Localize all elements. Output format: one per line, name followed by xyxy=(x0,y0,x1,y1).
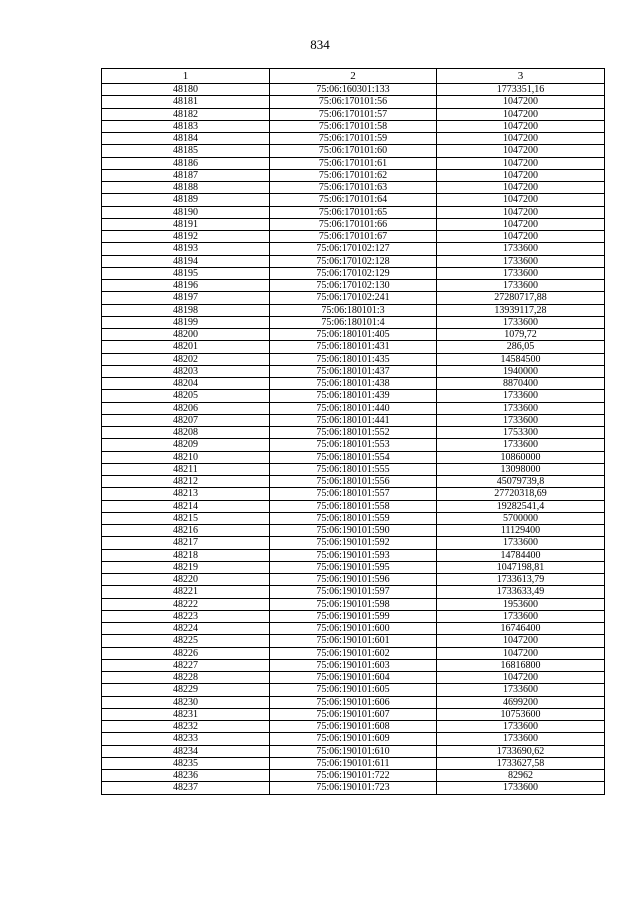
row-number-cell: 48214 xyxy=(102,500,270,512)
cadastral-number-cell: 75:06:170101:61 xyxy=(270,157,437,169)
row-number-cell: 48225 xyxy=(102,635,270,647)
value-cell: 1773351,16 xyxy=(437,84,605,96)
header-cell-2: 2 xyxy=(270,69,437,84)
value-cell: 10753600 xyxy=(437,708,605,720)
cadastral-number-cell: 75:06:170101:59 xyxy=(270,133,437,145)
cadastral-number-cell: 75:06:190101:722 xyxy=(270,770,437,782)
value-cell: 1733600 xyxy=(437,390,605,402)
value-cell: 1047200 xyxy=(437,96,605,108)
cadastral-number-cell: 75:06:190101:601 xyxy=(270,635,437,647)
value-cell: 1047200 xyxy=(437,635,605,647)
cadastral-number-cell: 75:06:180101:435 xyxy=(270,353,437,365)
row-number-cell: 48180 xyxy=(102,84,270,96)
row-number-cell: 48229 xyxy=(102,684,270,696)
value-cell: 5700000 xyxy=(437,512,605,524)
row-number-cell: 48223 xyxy=(102,610,270,622)
row-number-cell: 48200 xyxy=(102,329,270,341)
table-row xyxy=(102,745,605,757)
table-header xyxy=(102,69,605,84)
value-cell: 10860000 xyxy=(437,451,605,463)
row-number-cell: 48191 xyxy=(102,218,270,230)
cadastral-number-cell: 75:06:170101:63 xyxy=(270,182,437,194)
value-cell: 27720318,69 xyxy=(437,488,605,500)
value-cell: 45079739,8 xyxy=(437,476,605,488)
table-row xyxy=(102,782,605,794)
value-cell: 1733600 xyxy=(437,782,605,794)
table-row xyxy=(102,463,605,475)
cadastral-number-cell: 75:06:190101:604 xyxy=(270,672,437,684)
value-cell: 1733600 xyxy=(437,733,605,745)
table-row xyxy=(102,402,605,414)
value-cell: 1733613,79 xyxy=(437,574,605,586)
table-row xyxy=(102,696,605,708)
row-number-cell: 48209 xyxy=(102,439,270,451)
cadastral-number-cell: 75:06:180101:441 xyxy=(270,414,437,426)
value-cell: 1733600 xyxy=(437,255,605,267)
value-cell: 1047200 xyxy=(437,206,605,218)
table-row xyxy=(102,647,605,659)
cadastral-number-cell: 75:06:190101:608 xyxy=(270,721,437,733)
table-row xyxy=(102,390,605,402)
value-cell: 1733600 xyxy=(437,280,605,292)
table-row xyxy=(102,427,605,439)
value-cell: 1047200 xyxy=(437,169,605,181)
value-cell: 1047200 xyxy=(437,182,605,194)
table-row xyxy=(102,574,605,586)
row-number-cell: 48236 xyxy=(102,770,270,782)
row-number-cell: 48194 xyxy=(102,255,270,267)
table-row xyxy=(102,721,605,733)
table-row xyxy=(102,635,605,647)
cadastral-number-cell: 75:06:180101:4 xyxy=(270,316,437,328)
cadastral-number-cell: 75:06:180101:405 xyxy=(270,329,437,341)
row-number-cell: 48228 xyxy=(102,672,270,684)
table-row xyxy=(102,610,605,622)
cadastral-number-cell: 75:06:190101:723 xyxy=(270,782,437,794)
row-number-cell: 48207 xyxy=(102,414,270,426)
row-number-cell: 48188 xyxy=(102,182,270,194)
cadastral-number-cell: 75:06:190101:597 xyxy=(270,586,437,598)
value-cell: 1047200 xyxy=(437,133,605,145)
table-row xyxy=(102,500,605,512)
row-number-cell: 48185 xyxy=(102,145,270,157)
value-cell: 1940000 xyxy=(437,365,605,377)
cadastral-number-cell: 75:06:180101:438 xyxy=(270,378,437,390)
row-number-cell: 48231 xyxy=(102,708,270,720)
table-row xyxy=(102,341,605,353)
cadastral-number-cell: 75:06:190101:593 xyxy=(270,549,437,561)
row-number-cell: 48181 xyxy=(102,96,270,108)
value-cell: 82962 xyxy=(437,770,605,782)
row-number-cell: 48195 xyxy=(102,267,270,279)
row-number-cell: 48211 xyxy=(102,463,270,475)
value-cell: 1079,72 xyxy=(437,329,605,341)
value-cell: 1733600 xyxy=(437,243,605,255)
cadastral-number-cell: 75:06:170101:66 xyxy=(270,218,437,230)
cadastral-number-cell: 75:06:190101:602 xyxy=(270,647,437,659)
row-number-cell: 48205 xyxy=(102,390,270,402)
table-row xyxy=(102,365,605,377)
row-number-cell: 48237 xyxy=(102,782,270,794)
row-number-cell: 48206 xyxy=(102,402,270,414)
cadastral-number-cell: 75:06:170101:64 xyxy=(270,194,437,206)
table-row xyxy=(102,145,605,157)
cadastral-number-cell: 75:06:170101:60 xyxy=(270,145,437,157)
row-number-cell: 48197 xyxy=(102,292,270,304)
cadastral-number-cell: 75:06:160301:133 xyxy=(270,84,437,96)
table-row xyxy=(102,684,605,696)
row-number-cell: 48216 xyxy=(102,525,270,537)
value-cell: 8870400 xyxy=(437,378,605,390)
row-number-cell: 48224 xyxy=(102,623,270,635)
value-cell: 1047200 xyxy=(437,194,605,206)
cadastral-number-cell: 75:06:170101:62 xyxy=(270,169,437,181)
cadastral-number-cell: 75:06:180101:552 xyxy=(270,427,437,439)
table-row xyxy=(102,598,605,610)
value-cell: 14584500 xyxy=(437,353,605,365)
cadastral-number-cell: 75:06:180101:557 xyxy=(270,488,437,500)
table-row xyxy=(102,84,605,96)
table-row xyxy=(102,304,605,316)
table-row xyxy=(102,708,605,720)
row-number-cell: 48219 xyxy=(102,561,270,573)
cadastral-number-cell: 75:06:190101:590 xyxy=(270,525,437,537)
row-number-cell: 48199 xyxy=(102,316,270,328)
row-number-cell: 48183 xyxy=(102,120,270,132)
header-row xyxy=(102,69,605,84)
cadastral-number-cell: 75:06:190101:596 xyxy=(270,574,437,586)
row-number-cell: 48192 xyxy=(102,231,270,243)
cadastral-number-cell: 75:06:170101:67 xyxy=(270,231,437,243)
table-row xyxy=(102,194,605,206)
value-cell: 1733600 xyxy=(437,402,605,414)
value-cell: 1733627,58 xyxy=(437,757,605,769)
value-cell: 1733600 xyxy=(437,439,605,451)
row-number-cell: 48201 xyxy=(102,341,270,353)
row-number-cell: 48213 xyxy=(102,488,270,500)
table-row xyxy=(102,770,605,782)
row-number-cell: 48217 xyxy=(102,537,270,549)
row-number-cell: 48210 xyxy=(102,451,270,463)
table-row xyxy=(102,133,605,145)
row-number-cell: 48232 xyxy=(102,721,270,733)
table-row xyxy=(102,586,605,598)
value-cell: 11129400 xyxy=(437,525,605,537)
value-cell: 286,05 xyxy=(437,341,605,353)
table-row xyxy=(102,108,605,120)
value-cell: 4699200 xyxy=(437,696,605,708)
value-cell: 1733690,62 xyxy=(437,745,605,757)
cadastral-number-cell: 75:06:170102:128 xyxy=(270,255,437,267)
value-cell: 1733600 xyxy=(437,414,605,426)
table-row xyxy=(102,353,605,365)
table-row xyxy=(102,218,605,230)
data-table xyxy=(101,68,605,795)
value-cell: 1047200 xyxy=(437,120,605,132)
table-row xyxy=(102,120,605,132)
table-row xyxy=(102,378,605,390)
page-number: 834 xyxy=(310,37,330,52)
table-row xyxy=(102,537,605,549)
table-row xyxy=(102,231,605,243)
value-cell: 1047200 xyxy=(437,145,605,157)
cadastral-number-cell: 75:06:180101:3 xyxy=(270,304,437,316)
table-row xyxy=(102,525,605,537)
cadastral-number-cell: 75:06:170102:127 xyxy=(270,243,437,255)
table-row xyxy=(102,206,605,218)
table-row xyxy=(102,414,605,426)
value-cell: 1733600 xyxy=(437,316,605,328)
row-number-cell: 48196 xyxy=(102,280,270,292)
cadastral-number-cell: 75:06:190101:592 xyxy=(270,537,437,549)
table-row xyxy=(102,267,605,279)
cadastral-number-cell: 75:06:190101:598 xyxy=(270,598,437,610)
table-row xyxy=(102,672,605,684)
table-row xyxy=(102,439,605,451)
value-cell: 1733600 xyxy=(437,610,605,622)
value-cell: 1733600 xyxy=(437,537,605,549)
table-row xyxy=(102,280,605,292)
row-number-cell: 48233 xyxy=(102,733,270,745)
table-row xyxy=(102,659,605,671)
cadastral-number-cell: 75:06:190101:609 xyxy=(270,733,437,745)
row-number-cell: 48182 xyxy=(102,108,270,120)
cadastral-number-cell: 75:06:170101:58 xyxy=(270,120,437,132)
table-row xyxy=(102,757,605,769)
row-number-cell: 48222 xyxy=(102,598,270,610)
value-cell: 1047200 xyxy=(437,108,605,120)
cadastral-number-cell: 75:06:190101:599 xyxy=(270,610,437,622)
table-row xyxy=(102,243,605,255)
row-number-cell: 48190 xyxy=(102,206,270,218)
row-number-cell: 48226 xyxy=(102,647,270,659)
cadastral-number-cell: 75:06:180101:556 xyxy=(270,476,437,488)
value-cell: 1733600 xyxy=(437,684,605,696)
table-row xyxy=(102,512,605,524)
table-row xyxy=(102,549,605,561)
row-number-cell: 48202 xyxy=(102,353,270,365)
table-row xyxy=(102,316,605,328)
row-number-cell: 48186 xyxy=(102,157,270,169)
cadastral-number-cell: 75:06:190101:603 xyxy=(270,659,437,671)
value-cell: 1733633,49 xyxy=(437,586,605,598)
value-cell: 14784400 xyxy=(437,549,605,561)
cadastral-number-cell: 75:06:170102:130 xyxy=(270,280,437,292)
cadastral-number-cell: 75:06:180101:559 xyxy=(270,512,437,524)
cadastral-number-cell: 75:06:170101:57 xyxy=(270,108,437,120)
row-number-cell: 48227 xyxy=(102,659,270,671)
cadastral-number-cell: 75:06:180101:553 xyxy=(270,439,437,451)
value-cell: 27280717,88 xyxy=(437,292,605,304)
row-number-cell: 48230 xyxy=(102,696,270,708)
table-row xyxy=(102,733,605,745)
value-cell: 1733600 xyxy=(437,721,605,733)
table-row xyxy=(102,329,605,341)
cadastral-number-cell: 75:06:190101:605 xyxy=(270,684,437,696)
cadastral-number-cell: 75:06:190101:611 xyxy=(270,757,437,769)
cadastral-number-cell: 75:06:190101:607 xyxy=(270,708,437,720)
row-number-cell: 48203 xyxy=(102,365,270,377)
header-cell-1: 1 xyxy=(102,69,270,84)
table-row xyxy=(102,292,605,304)
value-cell: 1047200 xyxy=(437,231,605,243)
row-number-cell: 48189 xyxy=(102,194,270,206)
value-cell: 16816800 xyxy=(437,659,605,671)
row-number-cell: 48198 xyxy=(102,304,270,316)
table-row xyxy=(102,623,605,635)
cadastral-number-cell: 75:06:170102:129 xyxy=(270,267,437,279)
table-row xyxy=(102,488,605,500)
row-number-cell: 48193 xyxy=(102,243,270,255)
cadastral-number-cell: 75:06:180101:555 xyxy=(270,463,437,475)
value-cell: 1733600 xyxy=(437,267,605,279)
value-cell: 19282541,4 xyxy=(437,500,605,512)
value-cell: 1753300 xyxy=(437,427,605,439)
value-cell: 13939117,28 xyxy=(437,304,605,316)
value-cell: 1047200 xyxy=(437,218,605,230)
cadastral-number-cell: 75:06:180101:440 xyxy=(270,402,437,414)
row-number-cell: 48235 xyxy=(102,757,270,769)
row-number-cell: 48220 xyxy=(102,574,270,586)
value-cell: 1047200 xyxy=(437,672,605,684)
value-cell: 13098000 xyxy=(437,463,605,475)
value-cell: 1047200 xyxy=(437,157,605,169)
cadastral-number-cell: 75:06:180101:439 xyxy=(270,390,437,402)
table-row xyxy=(102,561,605,573)
cadastral-number-cell: 75:06:190101:606 xyxy=(270,696,437,708)
row-number-cell: 48234 xyxy=(102,745,270,757)
header-cell-3: 3 xyxy=(437,69,605,84)
row-number-cell: 48221 xyxy=(102,586,270,598)
row-number-cell: 48187 xyxy=(102,169,270,181)
cadastral-number-cell: 75:06:180101:437 xyxy=(270,365,437,377)
value-cell: 1047198,81 xyxy=(437,561,605,573)
value-cell: 1953600 xyxy=(437,598,605,610)
cadastral-number-cell: 75:06:190101:595 xyxy=(270,561,437,573)
value-cell: 16746400 xyxy=(437,623,605,635)
row-number-cell: 48218 xyxy=(102,549,270,561)
value-cell: 1047200 xyxy=(437,647,605,659)
row-number-cell: 48208 xyxy=(102,427,270,439)
cadastral-number-cell: 75:06:170102:241 xyxy=(270,292,437,304)
table-row xyxy=(102,451,605,463)
table-body xyxy=(102,84,605,795)
row-number-cell: 48212 xyxy=(102,476,270,488)
cadastral-number-cell: 75:06:190101:610 xyxy=(270,745,437,757)
cadastral-number-cell: 75:06:180101:431 xyxy=(270,341,437,353)
table-row xyxy=(102,169,605,181)
table-row xyxy=(102,96,605,108)
table-row xyxy=(102,255,605,267)
row-number-cell: 48215 xyxy=(102,512,270,524)
cadastral-number-cell: 75:06:180101:554 xyxy=(270,451,437,463)
table-row xyxy=(102,157,605,169)
cadastral-number-cell: 75:06:190101:600 xyxy=(270,623,437,635)
cadastral-number-cell: 75:06:180101:558 xyxy=(270,500,437,512)
cadastral-number-cell: 75:06:170101:65 xyxy=(270,206,437,218)
table-row xyxy=(102,476,605,488)
table-row xyxy=(102,182,605,194)
row-number-cell: 48184 xyxy=(102,133,270,145)
cadastral-number-cell: 75:06:170101:56 xyxy=(270,96,437,108)
row-number-cell: 48204 xyxy=(102,378,270,390)
